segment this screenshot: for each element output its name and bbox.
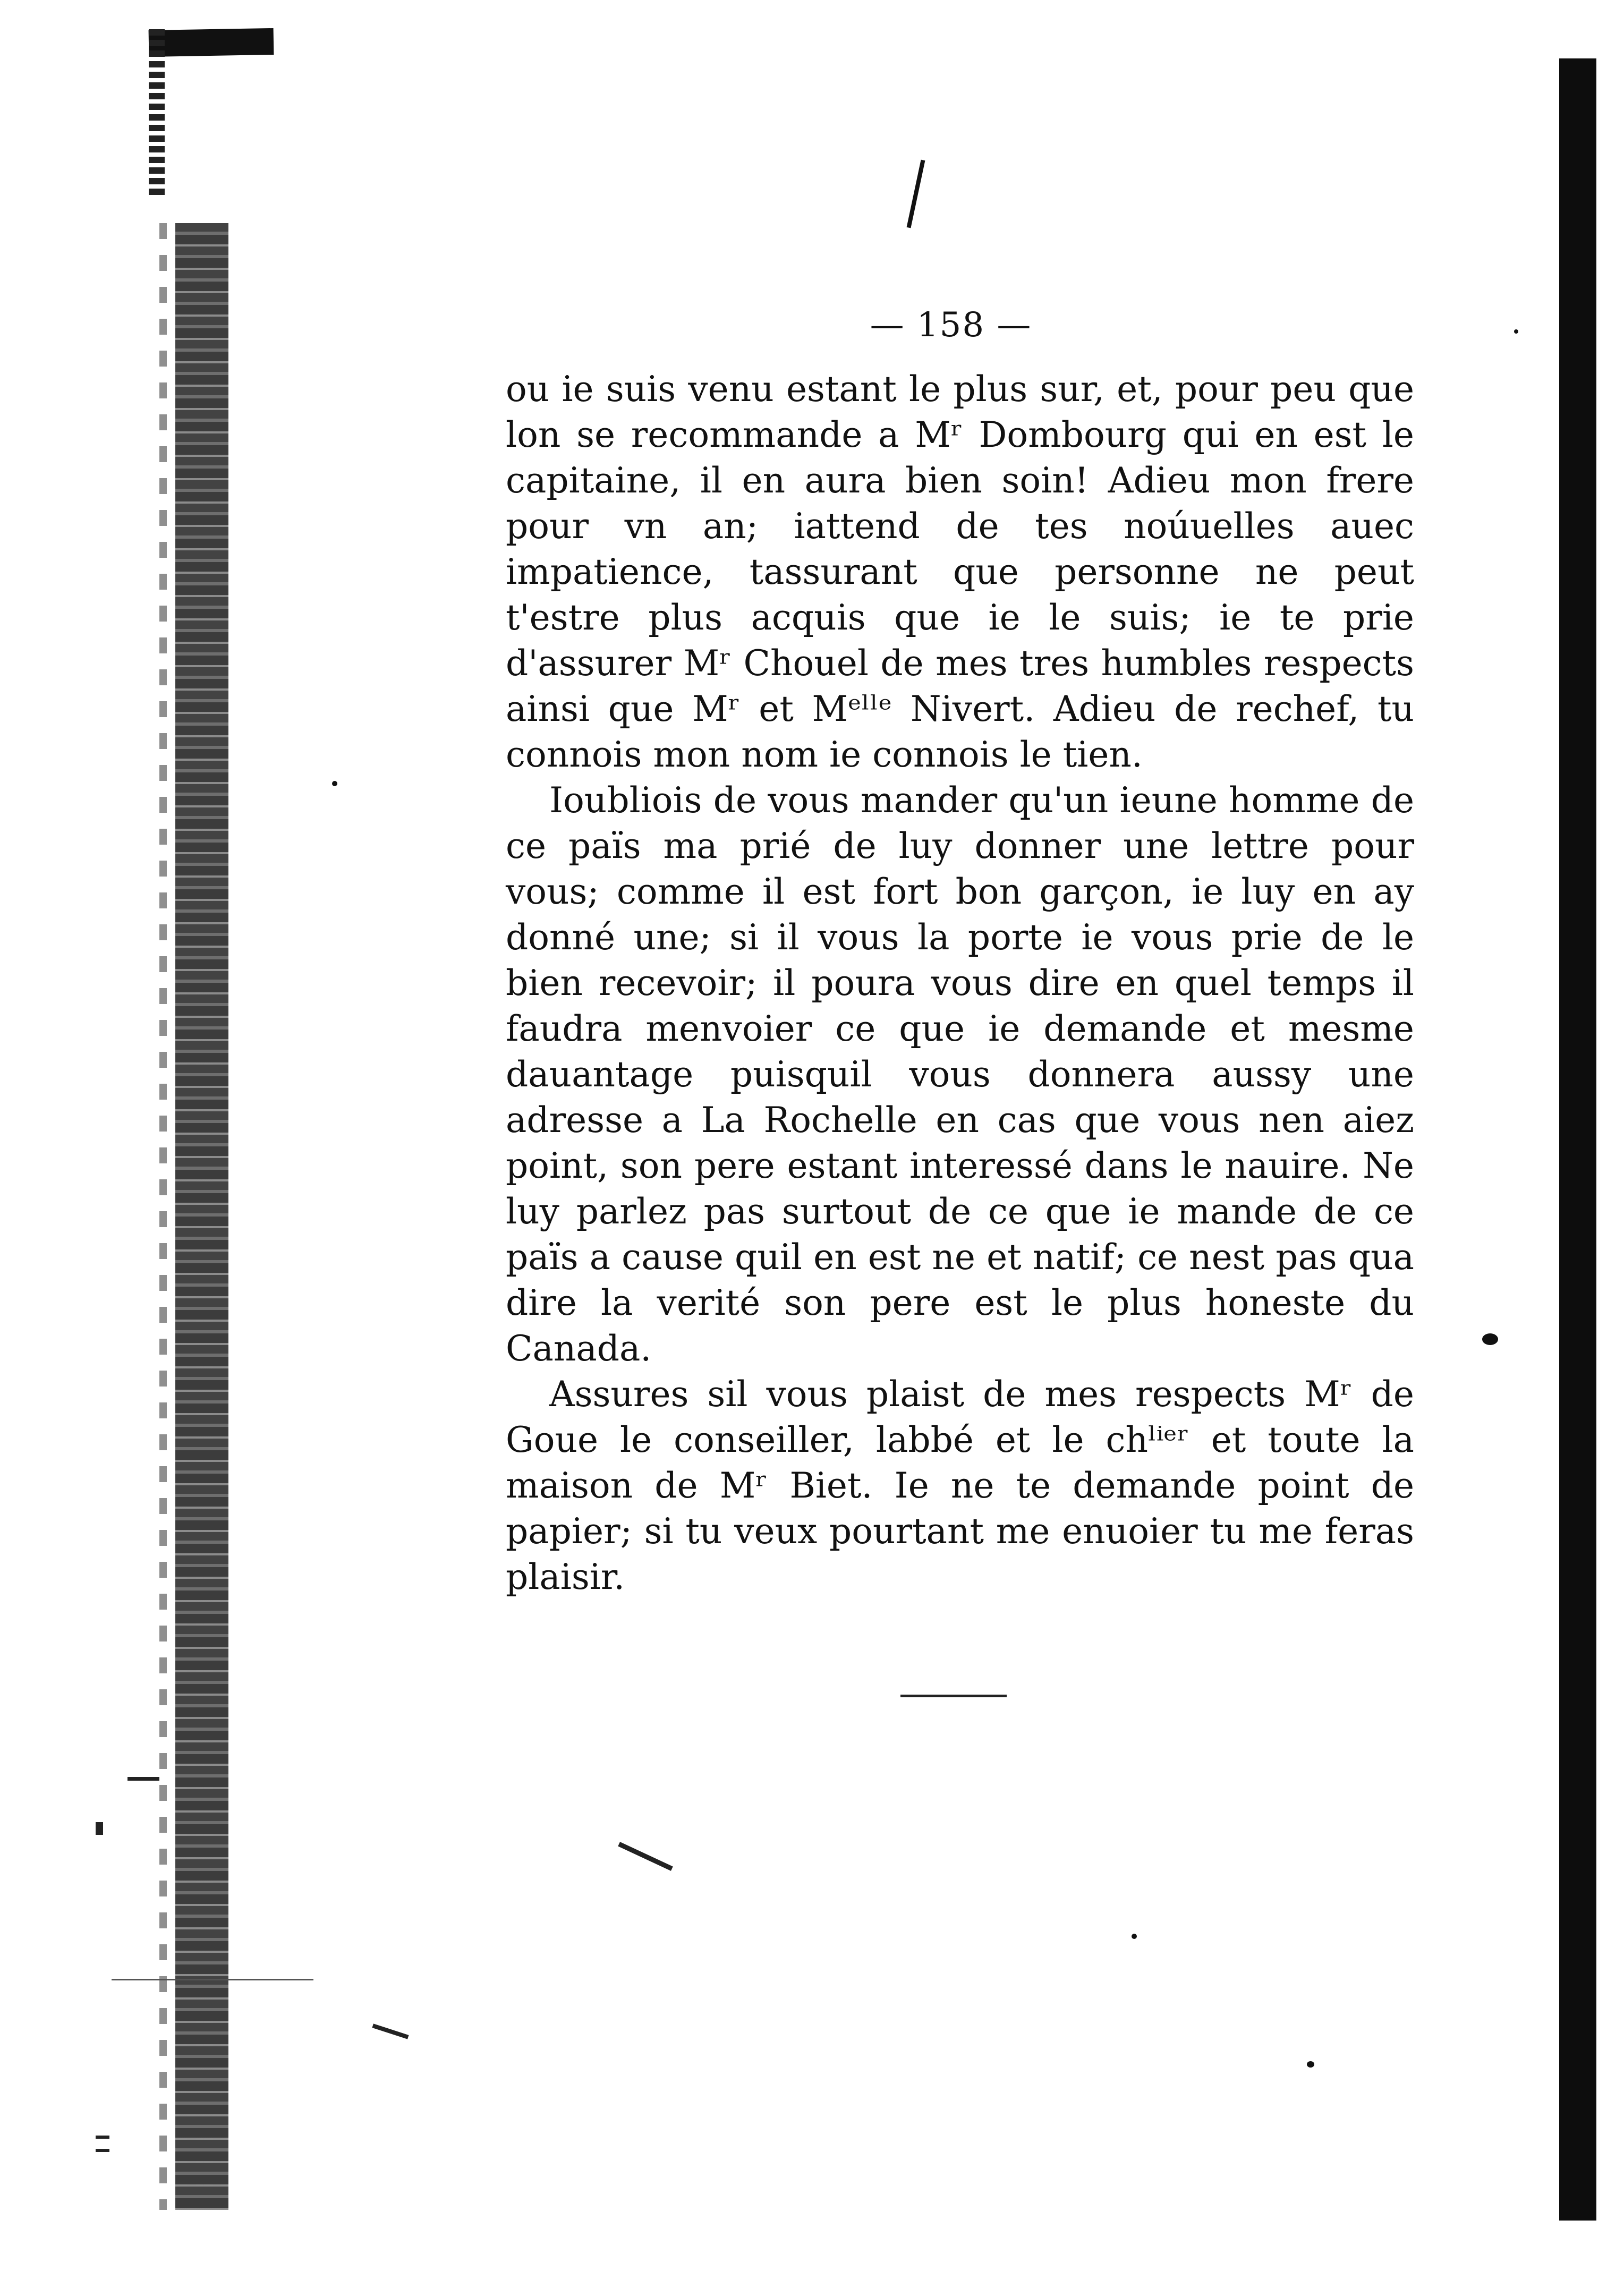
scan-binding-shadow [175,223,228,2210]
scan-speck [332,781,337,786]
scan-right-edge [1559,58,1596,2221]
scan-speck [1514,329,1518,334]
scan-speck [1307,2061,1314,2068]
paragraph: ou ie suis venu estant le plus sur, et, pour peu que lon se recommande a Mʳ Dombourg qui en est le capitaine, il en aura bien soin! Adieu mon frere pour vn an; iattend de tes noúuelles auec impatience, tassurant que personne ne peut t'estre plus acquis que ie le suis; ie te prie d'assurer Mʳ Chouel de mes tres humbles respects ainsi que Mʳ et Mᵉˡˡᵉ Nivert. Adieu de rechef, tu connois mon nom ie connois le tien. [506,369,1414,775]
scan-dash [112,1979,313,1980]
page-number: — 158 — [870,305,1032,345]
letter-text [506,367,1414,1600]
scan-top-corner [149,28,274,57]
scan-dash [96,2136,109,2139]
scan-dash [372,2023,409,2039]
scan-dash [618,1842,673,1871]
scan-dash [96,1822,103,1835]
scan-speck [1132,1934,1137,1939]
scan-dash [96,2149,109,2152]
paragraph: Assures sil vous plaist de mes respects Mʳ de Goue le conseiller, labbé et le chˡⁱᵉʳ et toute la maison de Mʳ Biet. Ie ne te demande point de papier; si tu veux pourtant me enuoier tu me feras plaisir. [506,1374,1414,1597]
scan-speck [1482,1333,1498,1345]
scan-mark [907,160,925,228]
end-rule [900,1695,1007,1697]
scan-binding-edge [159,223,167,2210]
scan-top-corner-edge [149,29,165,199]
paragraph: Ioubliois de vous mander qu'un ieune homme de ce païs ma prié de luy donner une lettre pour vous; comme il est fort bon garçon, ie luy en ay donné une; si il vous la porte ie vous prie de le bien recevoir; il poura vous dire en quel temps il faudra menvoier ce que ie demande et mesme dauantage puisquil vous donnera aussy une adresse a La Rochelle en cas que vous nen aiez point, son pere estant interessé dans le nauire. Ne luy parlez pas surtout de ce que ie mande de ce païs a cause quil en est ne et natif; ce nest pas qua dire la verité son pere est le plus honeste du Canada. [506,780,1414,1369]
scan-dash [127,1777,159,1781]
